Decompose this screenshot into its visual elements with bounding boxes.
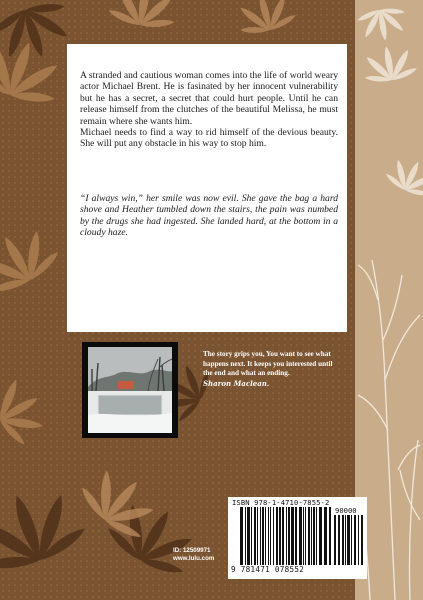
synopsis-paragraph-2: Michael needs to find a way to rid himself of the devious beauty. She will put any obstacle in his way to stop him. [80, 127, 338, 150]
synopsis-paragraph: A stranded and cautious woman comes into the life of world weary actor Michael Brent. He is fasinated by her innocent vulnerability but he has a secret, a secret that could hurt people. Until he can release himself from the clutches of the beautiful Melissa, he must remain where she wants him. [80, 70, 338, 127]
book-excerpt: “I always win,” her smile was now evil. She gave the bag a hard shove and Heather tumbled down the stairs, the pain was numbed by the drugs she had ingested. She landed hard, at the bottom in a cloudy haze. [80, 193, 338, 239]
barcode-supplement-bars [334, 515, 364, 565]
reviewer-name: Sharon Maclean. [203, 378, 270, 388]
review-text: The story grips you, You want to see what happens next. It keeps you interested until the end and what an ending. [203, 350, 333, 378]
barcode-digits: 9 781471 078552 [231, 565, 305, 574]
publisher-url: www.lulu.com [173, 555, 215, 562]
isbn-text: ISBN 978-1-4710-7855-2 [232, 498, 330, 507]
review-quote [203, 350, 343, 388]
barcode-supplement-number: 90000 [335, 506, 357, 515]
barcode-bars [240, 507, 332, 565]
synopsis [80, 70, 338, 150]
publisher-id: ID: 12509971 [173, 547, 211, 554]
snow-scene-photo [88, 347, 172, 433]
